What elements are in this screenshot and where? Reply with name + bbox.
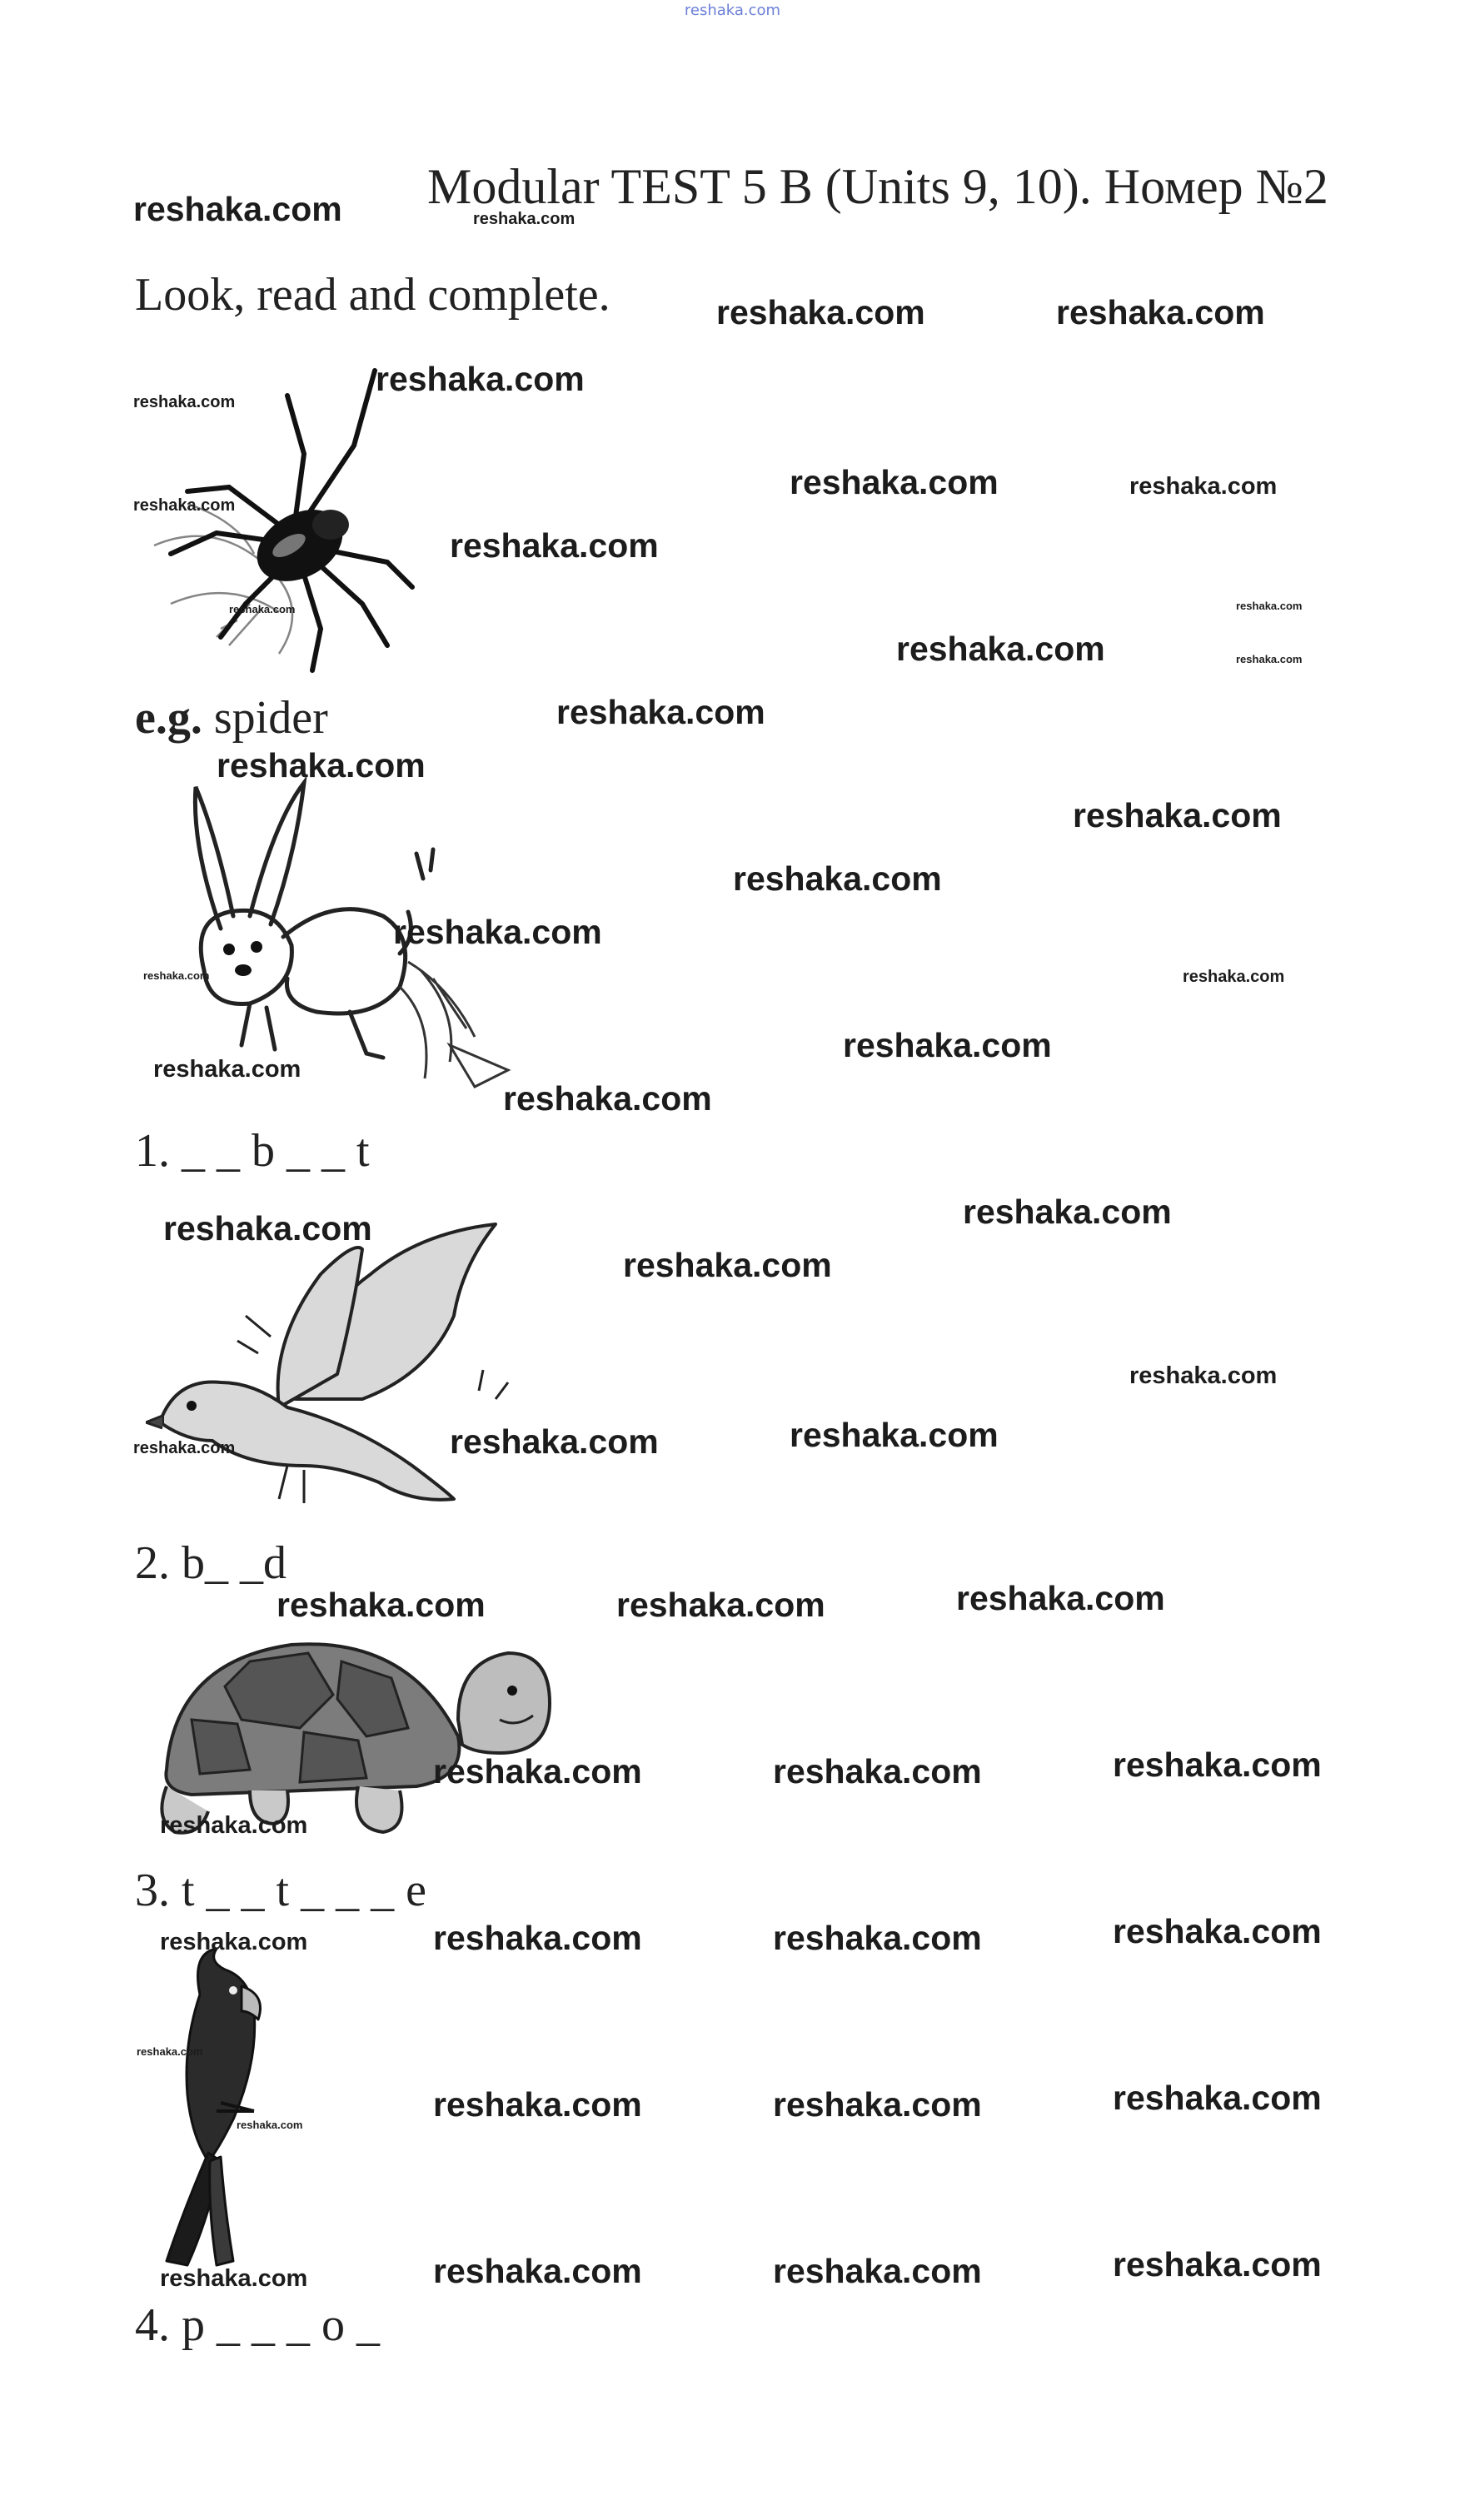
- watermark: reshaka.com: [217, 746, 426, 784]
- watermark: reshaka.com: [133, 1439, 236, 1457]
- watermark: reshaka.com: [160, 1929, 308, 1955]
- item-3-label: 3.: [135, 1865, 170, 1916]
- item-2-label: 2.: [135, 1537, 170, 1589]
- item-3-blanks: t _ _ t _ _ _ e: [170, 1865, 426, 1916]
- watermark: reshaka.com: [1073, 796, 1282, 834]
- watermark: reshaka.com: [1129, 473, 1278, 500]
- item-1-blanks: _ _ b _ _ t: [170, 1125, 370, 1177]
- watermark: reshaka.com: [963, 1193, 1172, 1231]
- watermark: reshaka.com: [773, 1919, 982, 1957]
- watermark: reshaka.com: [133, 393, 236, 411]
- watermark: reshaka.com: [433, 2085, 642, 2124]
- watermark: reshaka.com: [616, 1586, 825, 1624]
- watermark: reshaka.com: [433, 2252, 642, 2290]
- watermark: reshaka.com: [1236, 653, 1303, 665]
- item-1-label: 1.: [135, 1125, 170, 1177]
- watermark: reshaka.com: [1113, 1912, 1322, 1950]
- instruction-text: Look, read and complete.: [135, 269, 610, 321]
- watermark: reshaka.com: [153, 1056, 301, 1083]
- watermark: reshaka.com: [716, 293, 925, 331]
- watermark: reshaka.com: [790, 463, 999, 501]
- watermark: reshaka.com: [1236, 600, 1303, 612]
- watermark: reshaka.com: [1056, 293, 1265, 331]
- watermark: reshaka.com: [133, 190, 342, 228]
- bird-picture: [146, 1216, 521, 1516]
- watermark: reshaka.com: [733, 859, 942, 898]
- watermark: reshaka.com: [473, 210, 576, 228]
- watermark: reshaka.com: [503, 1079, 712, 1118]
- watermark: reshaka.com: [1113, 2079, 1322, 2117]
- watermark: reshaka.com: [556, 693, 765, 731]
- watermark: reshaka.com: [1113, 1746, 1322, 1784]
- watermark: reshaka.com: [376, 360, 585, 398]
- watermark: reshaka.com: [956, 1579, 1165, 1617]
- watermark: reshaka.com: [433, 1919, 642, 1957]
- watermark: reshaka.com: [773, 1752, 982, 1790]
- tortoise-picture: [142, 1611, 558, 1845]
- watermark: reshaka.com: [163, 1209, 372, 1248]
- watermark: reshaka.com: [237, 2119, 303, 2131]
- site-watermark-top: reshaka.com: [684, 2, 781, 19]
- watermark: reshaka.com: [160, 2265, 308, 2292]
- parrot-picture: [150, 1945, 292, 2269]
- item-2-blanks: b_ _d: [170, 1537, 287, 1589]
- example-label: e.g.: [135, 692, 202, 744]
- example-line: [135, 691, 328, 745]
- watermark: reshaka.com: [229, 603, 296, 615]
- watermark: reshaka.com: [133, 496, 236, 515]
- watermark: reshaka.com: [773, 2252, 982, 2290]
- watermark: reshaka.com: [896, 630, 1105, 668]
- watermark: reshaka.com: [450, 1422, 659, 1461]
- watermark: reshaka.com: [1113, 2245, 1322, 2283]
- watermark: reshaka.com: [137, 2045, 203, 2058]
- watermark: reshaka.com: [433, 1752, 642, 1790]
- watermark: reshaka.com: [450, 526, 659, 565]
- watermark: reshaka.com: [1183, 968, 1285, 986]
- watermark: reshaka.com: [843, 1026, 1052, 1064]
- item-1-line: [135, 1124, 370, 1178]
- item-2-line: [135, 1536, 287, 1590]
- watermark: reshaka.com: [277, 1586, 486, 1624]
- item-4-blanks: p _ _ _ o _: [170, 2299, 380, 2351]
- item-4-line: [135, 2298, 380, 2352]
- watermark: reshaka.com: [623, 1246, 832, 1284]
- watermark: reshaka.com: [160, 1812, 308, 1839]
- watermark: reshaka.com: [393, 913, 602, 951]
- watermark: reshaka.com: [790, 1416, 999, 1454]
- example-answer: spider: [202, 692, 328, 744]
- page-title: Modular TEST 5 B (Units 9, 10). Номер №2: [427, 159, 1328, 214]
- item-4-label: 4.: [135, 2299, 170, 2351]
- watermark: reshaka.com: [773, 2085, 982, 2124]
- item-3-line: [135, 1864, 426, 1917]
- watermark: reshaka.com: [143, 969, 210, 982]
- watermark: reshaka.com: [1129, 1362, 1278, 1389]
